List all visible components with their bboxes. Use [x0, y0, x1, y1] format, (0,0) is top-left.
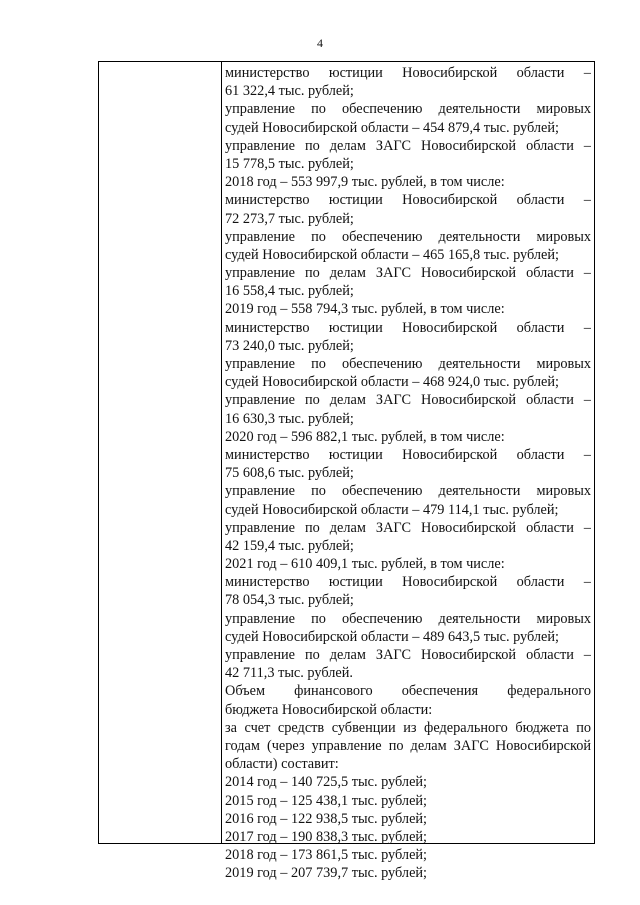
table-right-column [225, 64, 591, 882]
text-line: управление по обеспечению деятельности мировых [225, 356, 591, 372]
page-number: 4 [317, 36, 323, 50]
text-line: 2021 год – 610 409,1 тыс. рублей, в том числе: [225, 556, 505, 573]
text-line: 73 240,0 тыс. рублей; [225, 337, 354, 354]
text-line: 2014 год – 140 725,5 тыс. рублей; [225, 774, 428, 791]
table-left-column [99, 62, 222, 843]
text-line: министерство юстиции Новосибирской области – [225, 446, 591, 463]
text-line: управление по делам ЗАГС Новосибирской области – [225, 392, 591, 409]
text-line: 2018 год – 553 997,9 тыс. рублей, в том числе: [225, 174, 505, 191]
text-line: управление по обеспечению деятельности мировых [225, 483, 591, 500]
text-line: 2016 год – 122 938,5 тыс. рублей; [225, 810, 428, 827]
text-line: бюджета Новосибирской области: [225, 701, 433, 718]
text-line: 2015 год – 125 438,1 тыс. рублей; [225, 792, 428, 809]
text-line: 42 159,4 тыс. рублей; [225, 537, 354, 554]
text-line: министерство юстиции Новосибирской области – [225, 192, 591, 209]
text-line: за счет средств субвенции из федерального бюджета по [225, 719, 591, 736]
text-line: 72 273,7 тыс. рублей; [225, 210, 354, 227]
text-line: управление по делам ЗАГС Новосибирской области – [225, 647, 591, 663]
text-line: судей Новосибирской области – 489 643,5 тыс. рублей; [225, 628, 560, 645]
text-line: Объем финансового обеспечения федерального [225, 683, 591, 700]
text-line: управление по обеспечению деятельности мировых [225, 101, 591, 118]
text-line: годам (через управление по делам ЗАГС Новосибирской [225, 737, 591, 754]
text-line: судей Новосибирской области – 479 114,1 тыс. рублей; [225, 501, 559, 518]
text-line: министерство юстиции Новосибирской области – [225, 65, 591, 81]
text-line: 61 322,4 тыс. рублей; [225, 83, 354, 100]
text-line: управление по делам ЗАГС Новосибирской области – [225, 265, 591, 282]
text-line: 15 778,5 тыс. рублей; [225, 155, 354, 172]
text-line: министерство юстиции Новосибирской области – [225, 319, 591, 336]
text-line: управление по обеспечению деятельности мировых [225, 610, 591, 627]
text-line: 16 630,3 тыс. рублей; [225, 410, 354, 427]
document-table [98, 61, 595, 882]
text-line: 2018 год – 173 861,5 тыс. рублей; [225, 847, 428, 864]
text-line: 75 608,6 тыс. рублей; [225, 465, 354, 482]
text-line: 42 711,3 тыс. рублей. [225, 665, 353, 682]
text-line: 2020 год – 596 882,1 тыс. рублей, в том числе: [225, 428, 505, 445]
text-line: 2017 год – 190 838,3 тыс. рублей; [225, 828, 428, 845]
text-line: области) составит: [225, 756, 339, 773]
text-line: судей Новосибирской области – 465 165,8 тыс. рублей; [225, 246, 560, 263]
text-line: судей Новосибирской области – 454 879,4 тыс. рублей; [225, 119, 560, 136]
text-line: 2019 год – 207 739,7 тыс. рублей; [225, 865, 428, 882]
text-line: управление по делам ЗАГС Новосибирской области – [225, 137, 591, 154]
text-line: судей Новосибирской области – 468 924,0 тыс. рублей; [225, 374, 560, 391]
text-line: управление по делам ЗАГС Новосибирской области – [225, 519, 591, 536]
text-line: управление по обеспечению деятельности мировых [225, 228, 591, 245]
text-line: 2019 год – 558 794,3 тыс. рублей, в том числе: [225, 301, 505, 318]
text-line: министерство юстиции Новосибирской области – [225, 574, 591, 591]
text-line: 16 558,4 тыс. рублей; [225, 283, 354, 300]
text-line: 78 054,3 тыс. рублей; [225, 592, 354, 609]
